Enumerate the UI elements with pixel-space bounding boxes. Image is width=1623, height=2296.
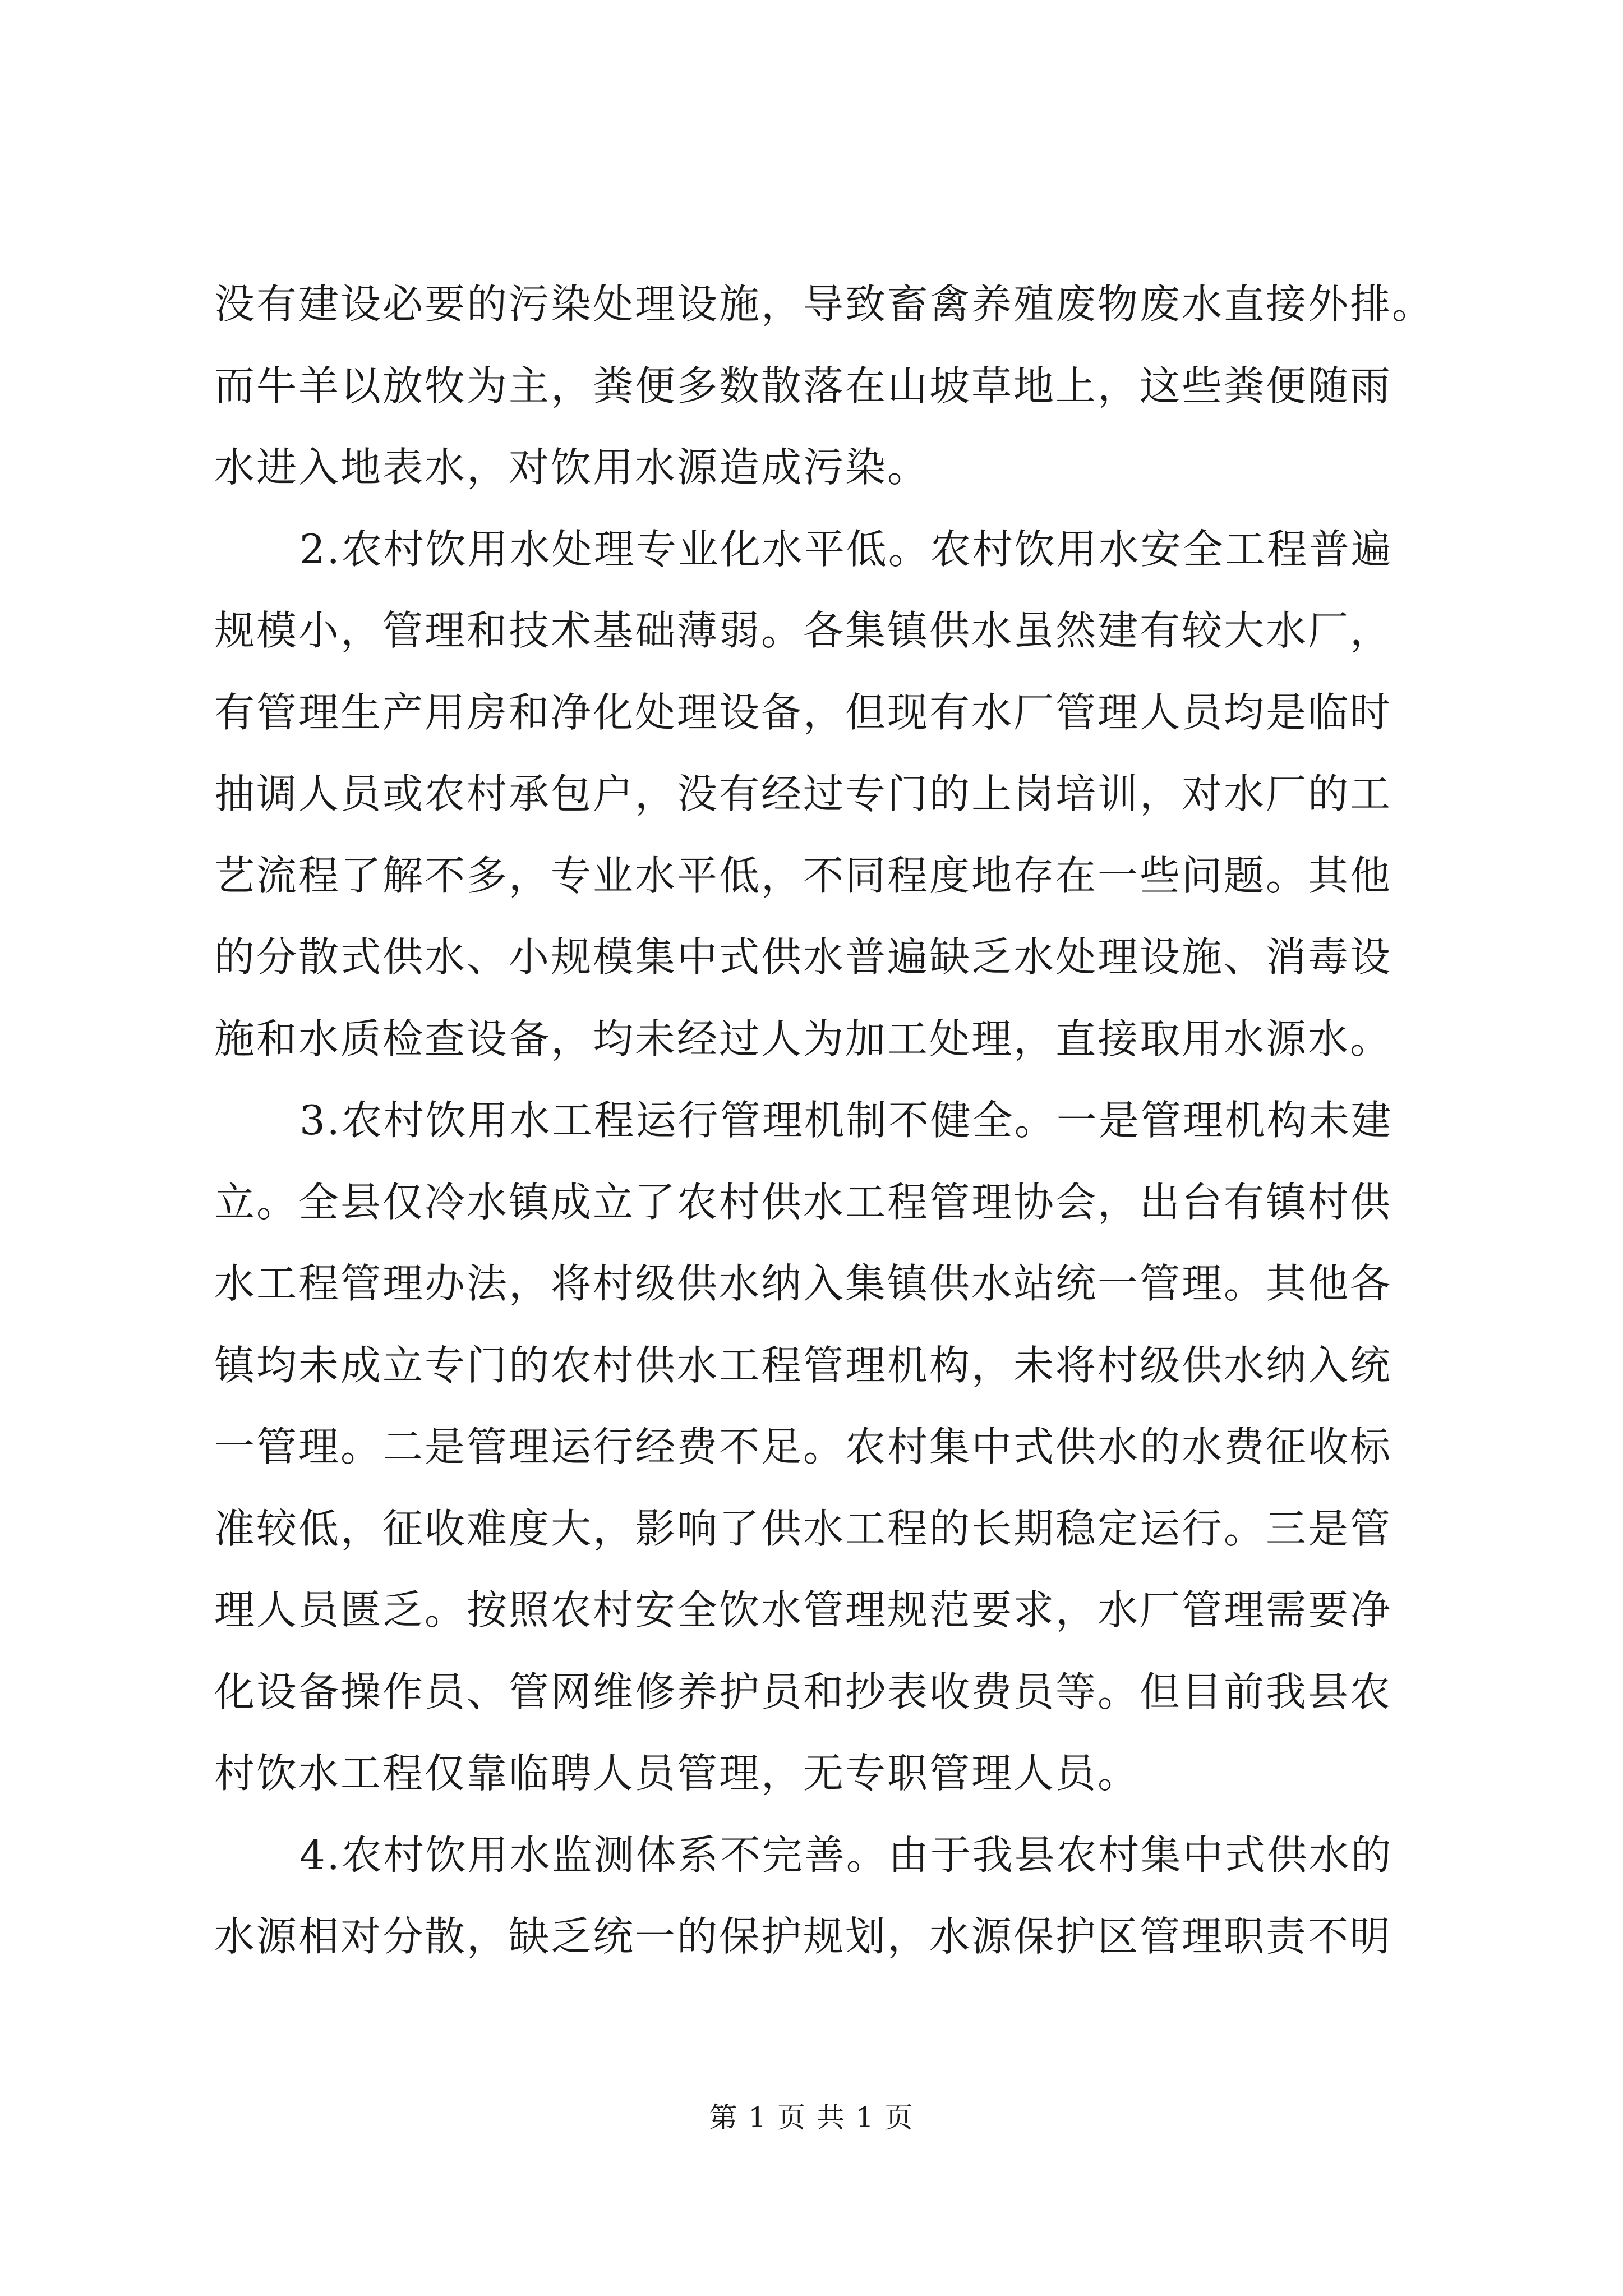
text-line: 一管理。二是管理运行经费不足。农村集中式供水的水费征收标 [214, 1423, 1393, 1470]
text-line: 村饮水工程仅靠临聘人员管理，无专职管理人员。 [214, 1750, 1140, 1797]
text-line: 理人员匮乏。按照农村安全饮水管理规范要求，水厂管理需要净 [214, 1586, 1393, 1634]
page-footer: 第 1 页 共 1 页 [709, 2101, 914, 2134]
text-line: 而牛羊以放牧为主，粪便多数散落在山坡草地上，这些粪便随雨 [214, 362, 1393, 409]
text-line: 水源相对分散，缺乏统一的保护规划，水源保护区管理职责不明 [214, 1913, 1393, 1960]
text-line: 水工程管理办法，将村级供水纳入集镇供水站统一管理。其他各 [214, 1260, 1393, 1307]
text-line: 有管理生产用房和净化处理设备，但现有水厂管理人员均是临时 [214, 688, 1393, 736]
text-line: 的分散式供水、小规模集中式供水普遍缺乏水处理设施、消毒设 [214, 933, 1393, 981]
text-line: 4.农村饮用水监测体系不完善。由于我县农村集中式供水的 [299, 1831, 1393, 1879]
text-line: 3.农村饮用水工程运行管理机制不健全。一是管理机构未建 [299, 1097, 1393, 1144]
text-line: 立。全县仅冷水镇成立了农村供水工程管理协会，出台有镇村供 [214, 1178, 1393, 1226]
text-line: 抽调人员或农村承包户，没有经过专门的上岗培训，对水厂的工 [214, 770, 1393, 817]
body-text [214, 264, 1437, 1978]
text-line: 2.农村饮用水处理专业化水平低。农村饮用水安全工程普遍 [299, 525, 1393, 573]
text-line: 没有建设必要的污染处理设施，导致畜禽养殖废物废水直接外排。 [214, 280, 1435, 328]
text-line: 施和水质检查设备，均未经过人为加工处理，直接取用水源水。 [214, 1015, 1393, 1062]
text-line: 镇均未成立专门的农村供水工程管理机构，未将村级供水纳入统 [214, 1341, 1393, 1389]
text-line: 规模小，管理和技术基础薄弱。各集镇供水虽然建有较大水厂， [214, 607, 1393, 654]
text-line: 准较低，征收难度大，影响了供水工程的长期稳定运行。三是管 [214, 1504, 1393, 1552]
text-line: 化设备操作员、管网维修养护员和抄表收费员等。但目前我县农 [214, 1668, 1393, 1715]
text-line: 水进入地表水，对饮用水源造成污染。 [214, 444, 930, 491]
text-line: 艺流程了解不多，专业水平低，不同程度地存在一些问题。其他 [214, 852, 1393, 899]
